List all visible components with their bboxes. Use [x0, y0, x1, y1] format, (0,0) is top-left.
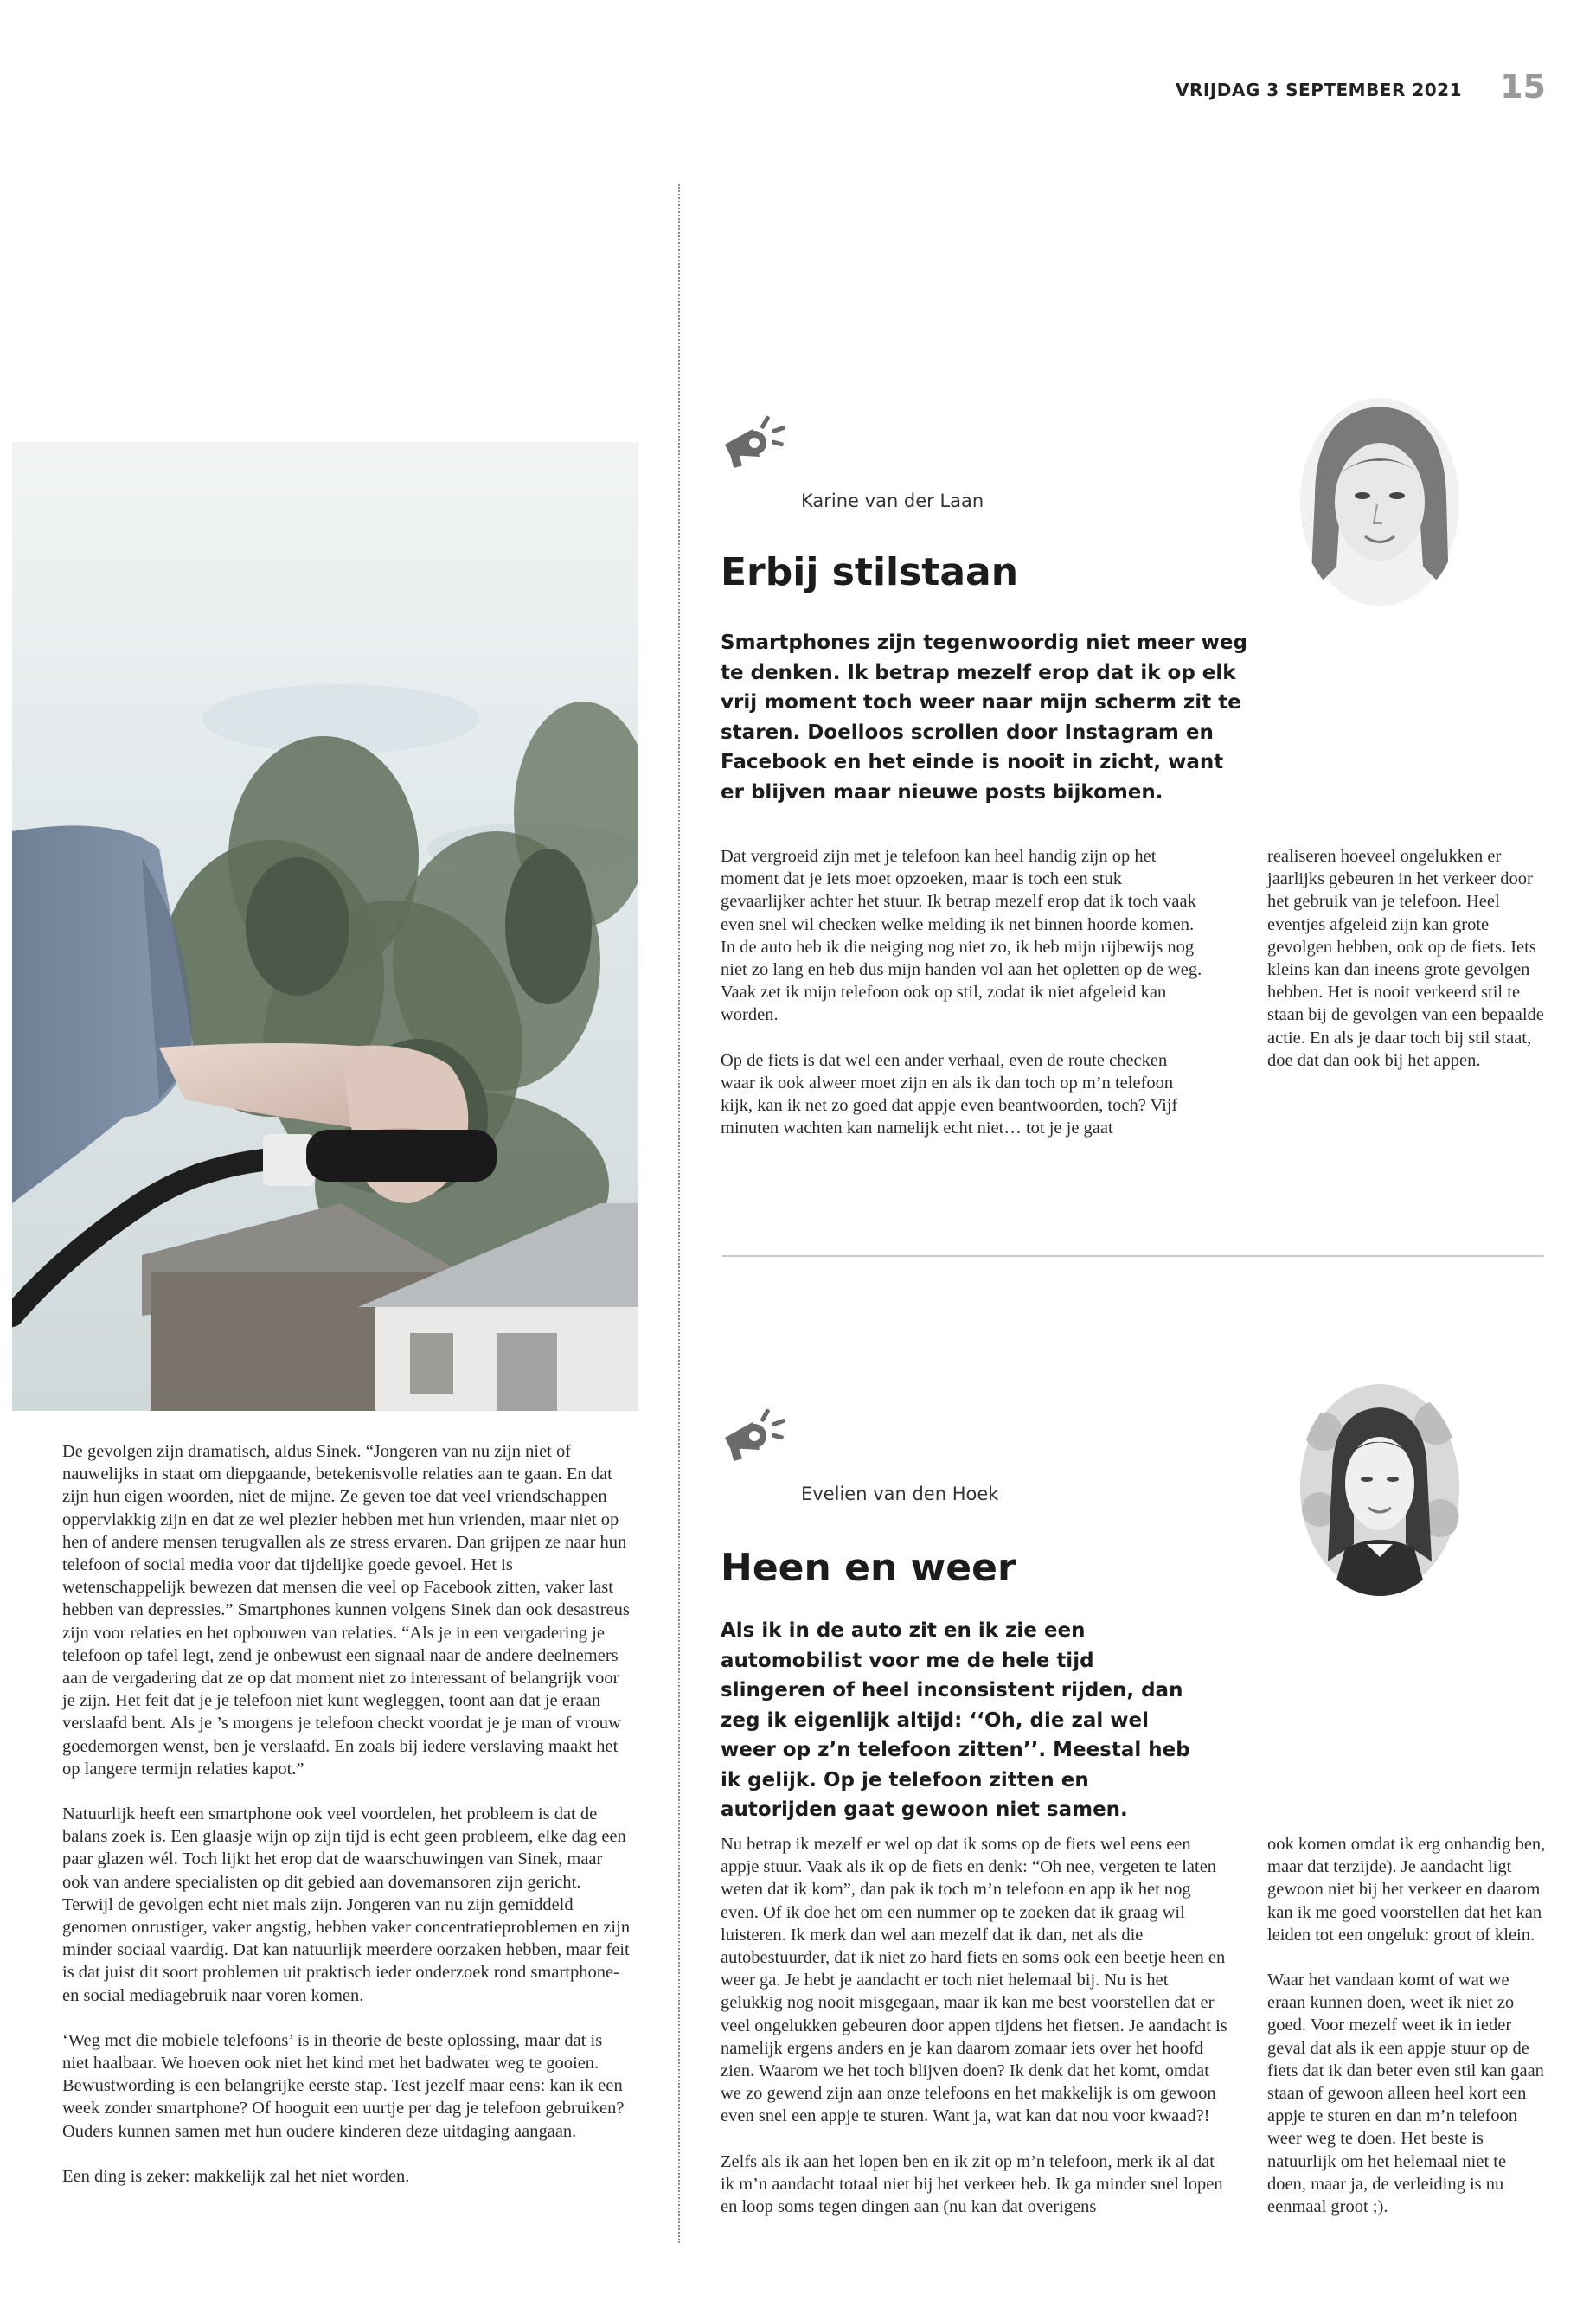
article2-lead: Als ik in de auto zit en ik zie een automobilist voor me de hele tijd slingeren of heel inconsistent rijden, dan zeg ik eigenlijk altijd: ‘‘Oh, die zal wel weer op z’n telefoon zitten’’. Meestal heb ik gelijk. Op je telefoon zitten en autorijden gaat gewoon niet samen.	[721, 1619, 1190, 1821]
article1-column-2	[1267, 845, 1548, 1094]
article2-author-portrait	[1298, 1380, 1462, 1596]
bicycle-photo	[12, 442, 638, 1411]
left-paragraph-1: De gevolgen zijn dramatisch, aldus Sinek. “Jongeren van nu zijn niet of nauwelijks in staat om diepgaande, betekenisvolle relaties aan te gaan. En dat zijn hun eigen woorden, niet de mijne. Ze geven toe dat veel vriendschappen oppervlakkig zijn en dat ze wel plezier hebben met hun vrienden, maar niet op hen of andere mensen terugvallen als ze stress ervaren. Dan grijpen ze naar hun telefoon of social media voor dat tijdelijke goede gevoel. Het is wetenschappelijk bewezen dat mensen die veel op Facebook zitten, vaker last hebben van depressies.” Smartphones kunnen volgens Sinek dan ook desastreus zijn voor relaties en het opbouwen van relaties. “Als je in een vergadering je telefoon op tafel legt, zend je onbewust een signaal naar de andere deelnemers aan de vergadering dat ze op dat moment niet zo interessant of belangrijk voor je zijn. Het feit dat je je telefoon niet kunt wegleggen, toont aan dat je eraan verslaafd bent. Als je ’s morgens je telefoon checkt voordat je je man of vrouw goedemorgen wenst, ben je verslaafd. En zoals bij iedere verslaving maakt het op langere termijn relaties kapot.”	[62, 1442, 630, 1779]
article2-column-2	[1267, 1833, 1548, 2240]
article2-paragraph-2: Zelfs als ik aan het lopen ben en ik zit op m’n telefoon, merk ik al dat ik m’n aandacht totaal niet bij het verkeer heb. Ik ga minder snel lopen en loop soms tegen dingen aan (nu kan dat overigens	[721, 2151, 1223, 2217]
article2-author: Evelien van den Hoek	[801, 1484, 999, 1504]
article2-paragraph-3: ook komen omdat ik erg onhandig ben, maar dat terzijde). Je aandacht ligt gewoon niet bij het verkeer en daarom kan ik me goed voorstellen dat het kan leiden tot een ongeluk: groot of klein.	[1267, 1835, 1546, 1945]
left-paragraph-4: Een ding is zeker: makkelijk zal het niet worden.	[62, 2166, 410, 2186]
page-number: 15	[1500, 67, 1546, 106]
article1-lead: Smartphones zijn tegenwoordig niet meer weg te denken. Ik betrap mezelf erop dat ik op elk vrij moment toch weer naar mijn scherm zit te staren. Doelloos scrollen door Instagram en Facebook en het einde is nooit in zicht, want er blijven maar nieuwe posts bijkomen.	[721, 631, 1247, 804]
article1-author-portrait	[1298, 394, 1462, 610]
article2-title: Heen en weer	[721, 1546, 1016, 1590]
article-divider	[722, 1255, 1544, 1257]
article2-paragraph-1: Nu betrap ik mezelf er wel op dat ik soms op de fiets wel eens een appje stuur. Vaak als ik op de fiets en denk: “Oh nee, vergeten te laten weten dat ik kom”, dan pak ik toch m’n telefoon en app ik het nog even. Of ik doe het om een nummer op te zoeken dat ik graag wil luisteren. Ik merk dan wel aan mezelf dat ik dan, net als die autobestuurder, dat ik niet zo hard fiets en soms ook een beetje heen en weer ga. Je hebt je aandacht er toch niet helemaal bij. Nu is het gelukkig nog nooit misgegaan, maar ik kan me best voorstellen dat er veel ongelukken gebeuren door appen tijdens het fietsen. Je aandacht is namelijk ergens anders en je kan daarom zomaar iets over het hoofd zien. Waarom we het toch blijven doen? Ik denk dat het komt, omdat we zo gewend zijn aan onze telefoons en het makkelijk is om gewoon even snel een appje te sturen. Want ja, wat kan dat nou voor kwaad?!	[721, 1835, 1227, 2126]
left-paragraph-2: Natuurlijk heeft een smartphone ook veel voordelen, het probleem is dat de balans zoek is. Een glaasje wijn op zijn tijd is echt geen probleem, elke dag een paar glazen wél. Toch lijkt het erop dat de waarschuwingen van Sinek, maar ook van andere specialisten op dit gebied aan dovemansoren zijn gericht. Terwijl de gevolgen echt niet mals zijn. Jongeren van nu zijn gemiddeld genomen onrustiger, vaker angstig, hebben vaker concentratieproblemen en zijn minder sociaal vaardig. Dat kan natuurlijk meerdere oorzaken hebben, maar feit is dat juist dit soort problemen uit praktisch ieder onderzoek rond smartphone- en social mediagebruik naar voren komen.	[62, 1804, 631, 2005]
left-column-text	[62, 1440, 631, 2210]
article2-paragraph-4: Waar het vandaan komt of wat we eraan kunnen doen, weet ik niet zo goed. Voor mezelf weet ik in ieder geval dat als ik een appje stuur op de fiets dat ik dan beter even stil kan gaan staan of gewoon alleen heel kort een appje te sturen en dan m’n telefoon weer weg te doen. Het beste is natuurlijk om het helemaal niet te doen, maar ja, de verleiding is nu eenmaal groot ;).	[1267, 1971, 1544, 2217]
page-date: VRIJDAG 3 SEPTEMBER 2021	[1176, 80, 1462, 100]
article1-paragraph-3: realiseren hoeveel ongelukken er jaarlijks gebeuren in het verkeer door het gebruik van je telefoon. Heel eventjes afgeleid zijn kan grote gevolgen hebben, ook op de fiets. Iets kleins kan dan ineens grote gevolgen hebben. Het is nooit verkeerd stil te staan bij de gevolgen van een bepaalde actie. En als je daar toch bij stil staat, doe dat dan ook bij het appen.	[1267, 847, 1544, 1070]
megaphone-icon	[718, 407, 787, 476]
left-paragraph-3: ‘Weg met die mobiele telefoons’ is in theorie de beste oplossing, maar dat is niet haalbaar. We hoeven ook niet het kind met het badwater weg te gooien. Bewustwording is een belangrijke eerste stap. Test jezelf maar eens: kan ik een week zonder smartphone? Of hooguit een uurtje per dag je telefoon gebruiken? Ouders kunnen samen met hun oudere kinderen deze uitdaging aangaan.	[62, 2030, 625, 2141]
article1-author: Karine van der Laan	[801, 490, 984, 511]
column-divider	[678, 184, 680, 2243]
article1-paragraph-1: Dat vergroeid zijn met je telefoon kan heel handig zijn op het moment dat je iets moet opzoeken, maar is toch een stuk gevaarlijker achter het stuur. Ik betrap mezelf erop dat ik toch vaak even snel wil checken welke melding ik net binnen hoorde komen. In de auto heb ik die neiging nog niet zo, ik heb mijn rijbewijs nog niet zo lang en heb dus mijn handen vol aan het opletten op de weg. Vaak zet ik mijn telefoon ook op stil, zodat ik niet afgeleid kan worden.	[721, 847, 1202, 1025]
article2-column-1	[721, 1833, 1231, 2240]
megaphone-icon	[718, 1400, 787, 1469]
article1-title: Erbij stilstaan	[721, 550, 1019, 594]
article1-column-1	[721, 845, 1205, 1162]
article1-paragraph-2: Op de fiets is dat wel een ander verhaal, even de route checken waar ik ook alweer moet zijn en als ik dan toch op m’n telefoon kijk, kan ik net zo goed dat appje even beantwoorden, toch? Vijf minuten wachten kan namelijk echt niet… tot je je gaat	[721, 1050, 1178, 1138]
